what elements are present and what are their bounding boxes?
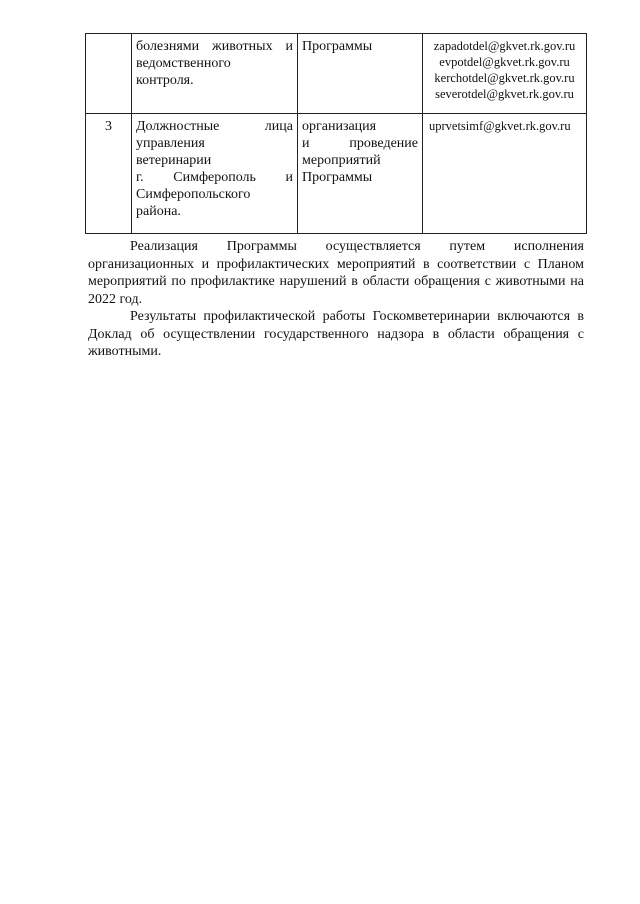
email-text: evpotdel@gkvet.rk.gov.ru	[439, 55, 570, 69]
responsible-cell	[132, 114, 298, 234]
cell-line: ведомственного	[136, 56, 231, 71]
cell-line: болезнями животных и	[136, 39, 293, 54]
email-cell	[423, 34, 587, 114]
cell-line: организация	[302, 119, 377, 134]
cell-line: мероприятий	[302, 153, 381, 168]
cell-line: Должностные лица	[136, 119, 293, 134]
paragraph-results: Результаты профилактической работы Госкомветеринарии включаются в Доклад об осуществлении государственного надзора в области обращения с животными.	[88, 309, 584, 359]
cell-line: Программы	[302, 170, 373, 185]
table-row	[86, 34, 587, 114]
email-text: zapadotdel@gkvet.rk.gov.ru	[433, 39, 576, 53]
cell-line: Симферопольского	[136, 187, 251, 202]
table-row	[86, 114, 587, 234]
cell-line: контроля.	[136, 73, 194, 88]
cell-line: управления	[136, 136, 205, 151]
cell-line: ветеринарии	[136, 153, 212, 168]
row-number-cell: 3	[86, 114, 132, 234]
email-text: uprvetsimf@gkvet.rk.gov.ru	[429, 119, 571, 133]
email-text: severotdel@gkvet.rk.gov.ru	[435, 87, 574, 101]
row-number-cell	[86, 34, 132, 114]
paragraph-implementation: Реализация Программы осуществляется путем исполнения организационных и профилактических мероприятий в соответствии с Планом мероприятий по профилактике нарушений в области обращения с животными на 2022 год.	[88, 239, 584, 307]
cell-line: и проведение	[302, 136, 418, 151]
email-cell	[423, 114, 587, 234]
role-cell	[298, 114, 423, 234]
cell-line: района.	[136, 204, 181, 219]
responsibility-table	[85, 33, 587, 234]
responsible-cell	[132, 34, 298, 114]
email-text: kerchotdel@gkvet.rk.gov.ru	[434, 71, 575, 85]
cell-line: г. Симферополь и	[136, 170, 293, 185]
role-cell: Программы	[298, 34, 423, 114]
